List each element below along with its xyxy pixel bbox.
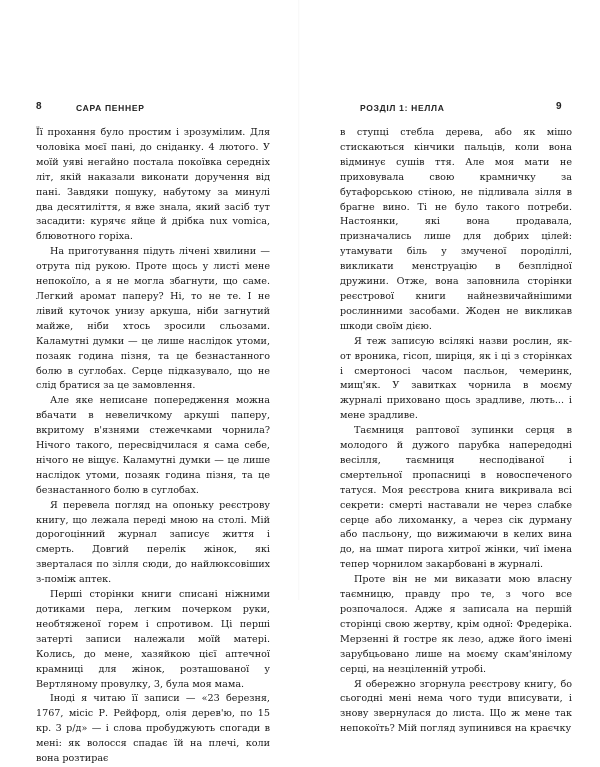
paragraph: Проте він не ми виказати мою власну таємницю, правду про те, з чого все розпочалося. Адже я записала на першій сторінці свою жертву, крім одної: Фредеріка. Мерзенні й гостре як лезо, адже його імені зарубцьовано лише на моєму скам'янілому серці, на незціленній утробі. <box>340 574 572 675</box>
paragraph: Але яке неписане попередження можна вбачати в невеличкому аркуші паперу, вкритому в'язнями стежечками чорнила? Нічого такого, пересвідчилася я сама себе, нічого не віщує. Каламутні думки — це лише наслідок утоми, позаяк година пізня, та це безнастанного болю в суглобах. <box>36 395 270 496</box>
page-number: 8 <box>36 101 42 112</box>
paragraph: Перші сторінки книги списані ніжними дотиками пера, легким почерком руки, необтяженої горем і спротивом. Ці перші затерті записи належали моїй матері. Колись, до мене, хазяйкою цієї аптечної крамниці для жінок, розташованої у Вертляному провулку, 3, була моя мама. <box>36 589 270 690</box>
paragraph: На приготування підуть лічені хвилини — отрута під рукою. Проте щось у листі мене непокоїло, а я не могла збагнути, що саме. Легкий аромат паперу? Ні, то не те. І не лівий куточок унизу аркуша, ніби загнутий майже, ніби хтось зросили сльозами. Каламутні думки — це лише наслідок утоми, позаяк година пізня, та це безнастанного болю в суглобах. Серце підказувало, що не слід братися за це замовлення. <box>36 246 270 392</box>
paragraph: Таємниця раптової зупинки серця в молодого й дужого парубка напередодні весілля, таємниця несподіваної і смертельної пропасниці в новоспеченого татуся. Моя реєстрова книга викривала всі секрети: смерті наставали не через слабке серце або лихоманку, а через сік дурману або пасльону, що вижимаючи в келих вина до, на шмат пирога хитрої жінки, чиї імена тепер чорнилом закарбовані в журналі. <box>340 425 572 571</box>
paragraph: Я обережно згорнула реєстрову книгу, бо сьогодні мені нема чого туди вписувати, і знову звернулася до листа. Що ж мене так непокоїть? Мій погляд зупинився на краєчку <box>340 678 572 735</box>
body-text <box>340 126 572 737</box>
paragraph: Її прохання було простим і зрозумілим. Для чоловіка моєї пані, до сніданку. 4 лютого. У моїй уяві негайно постала покоївка середніх літ, якій наказали виконати доручення від пані. Завдяки пошуку, набутому за минулі два десятиліття, я вже знала, який засіб тут засадити: курячє яйце й дрібка nux vomica, блювотного горіха. <box>36 127 270 243</box>
paragraph: Я перевела погляд на опоньку реєстрову книгу, що лежала переді мною на столі. Мій дорогоцінний журнал записує життя і смерть. Довгий перелік жінок, які зверталася по зілля сюди, до найлюксовіших з-поміж аптек. <box>36 499 270 586</box>
paragraph: Я теж записую всілякі назви рослин, як-от вроника, гісоп, ширіця, як і ці з сторінках і смертоносі часом пасльон, чемеринк, мищ'як. У завитках чорнила в моєму журналі приховано щось зрадливе, лють... і мене зрадливе. <box>340 335 572 422</box>
paragraph: Іноді я читаю її записи — «23 березня, 1767, місіс Р. Рейфорд, олія дерев'ю, по 15 кр. 3 р/д» — і слова пробуджують спогади в мені: як волосся спадає їй на плечі, коли вона розтирає <box>36 693 270 765</box>
paragraph: в ступці стебла дерева, або як мішо стискаються кінчики пальців, коли вона відминує сушів ття. Але моя мати не приховувала свою крамничку за бутафорською стіною, не підливала зілля в брагне вино. Ті не було такого потреби. Настоянки, які вона продавала, призначались лише для добрих цілей: утамувати біль у змученої породіллі, викликати менструацію в безплідної дружини. Отже, вона заповнила сторінки реєстрової книги найнезвичайнішими рослинними засобами. Жоден не викликав шкоди своїм дією. <box>340 127 572 332</box>
running-head-author: САРА ПЕННЕР <box>76 103 145 113</box>
right-page <box>300 0 600 735</box>
running-head-chapter: РОЗДІЛ 1: НЕЛЛА <box>360 103 445 113</box>
body-text <box>36 126 270 767</box>
page-number: 9 <box>556 101 562 112</box>
left-page <box>0 0 300 765</box>
